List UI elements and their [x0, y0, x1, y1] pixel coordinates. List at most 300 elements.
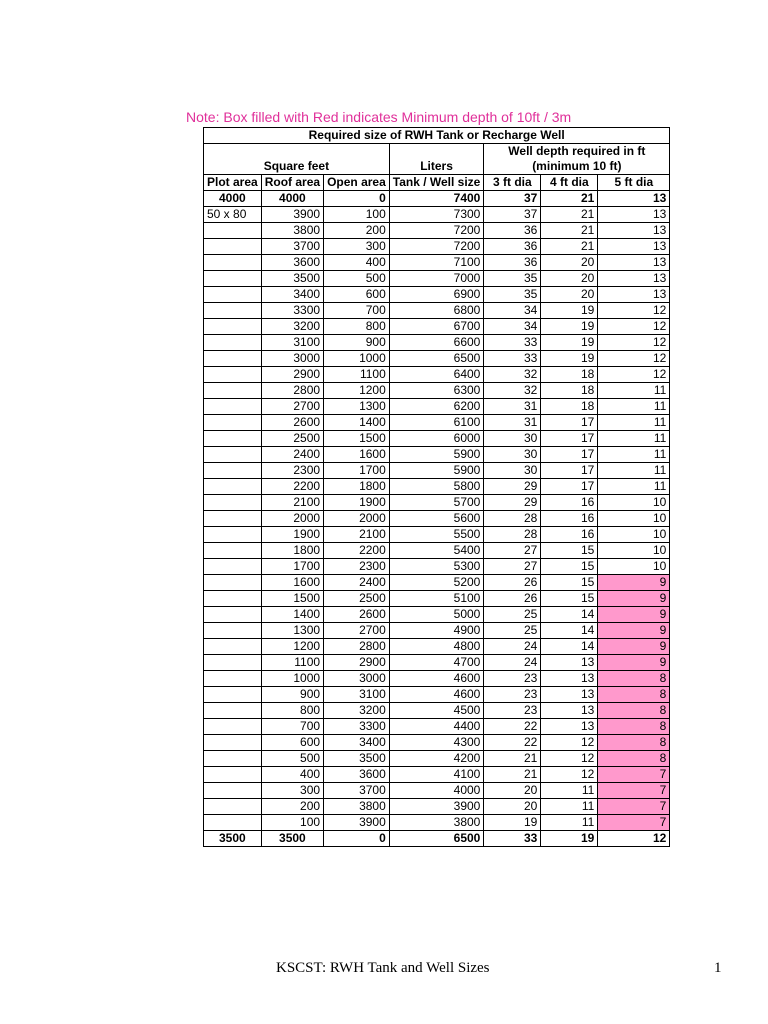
cell-roof-area: 3800: [261, 223, 323, 239]
cell-roof-area: 1900: [261, 527, 323, 543]
cell-roof-area: 3400: [261, 287, 323, 303]
cell-4ft-dia: 17: [541, 447, 598, 463]
cell-plot-area: [204, 335, 262, 351]
cell-4ft-dia: 11: [541, 799, 598, 815]
cell-3ft-dia: 35: [484, 287, 541, 303]
cell-roof-area: 1100: [261, 655, 323, 671]
cell-4ft-dia: 13: [541, 687, 598, 703]
table-row: [204, 751, 670, 767]
note-text: Note: Box filled with Red indicates Minimum depth of 10ft / 3m: [186, 109, 572, 125]
cell-open-area: 100: [324, 207, 390, 223]
table-row: [204, 815, 670, 831]
cell-4ft-dia: 15: [541, 591, 598, 607]
cell-tank-size: 6900: [389, 287, 484, 303]
cell-3ft-dia: 34: [484, 319, 541, 335]
cell-3ft-dia: 32: [484, 367, 541, 383]
cell-4ft-dia: 20: [541, 271, 598, 287]
table-row: [204, 527, 670, 543]
cell-open-area: 2600: [324, 607, 390, 623]
cell-tank-size: 6300: [389, 383, 484, 399]
cell-open-area: 2800: [324, 639, 390, 655]
cell-plot-area: [204, 223, 262, 239]
cell-tank-size: 4800: [389, 639, 484, 655]
cell-tank-size: 6700: [389, 319, 484, 335]
cell-3ft-dia: 31: [484, 399, 541, 415]
table-row: [204, 671, 670, 687]
cell-open-area: 1900: [324, 495, 390, 511]
cell-plot-area: [204, 319, 262, 335]
table-row: [204, 783, 670, 799]
cell-tank-size: 7200: [389, 223, 484, 239]
cell-tank-size: 5700: [389, 495, 484, 511]
cell-3ft-dia: 36: [484, 255, 541, 271]
cell-plot-area: [204, 271, 262, 287]
table-title: Required size of RWH Tank or Recharge Well: [204, 128, 670, 144]
table-row: [204, 719, 670, 735]
cell-tank-size: 6600: [389, 335, 484, 351]
cell-roof-area: 2100: [261, 495, 323, 511]
table-row: [204, 207, 670, 223]
cell-plot-area: [204, 255, 262, 271]
cell-open-area: 2700: [324, 623, 390, 639]
table-row: [204, 335, 670, 351]
cell-4ft-dia: 17: [541, 415, 598, 431]
cell-open-area: 3100: [324, 687, 390, 703]
cell-5ft-dia: 8: [598, 719, 670, 735]
cell-plot-area: [204, 239, 262, 255]
cell-roof-area: 3100: [261, 335, 323, 351]
cell-open-area: 1600: [324, 447, 390, 463]
cell-5ft-dia: 12: [598, 335, 670, 351]
cell-3ft-dia: 32: [484, 383, 541, 399]
col-header-open-area: Open area: [324, 175, 390, 191]
cell-roof-area: 3900: [261, 207, 323, 223]
cell-open-area: 800: [324, 319, 390, 335]
cell-3ft-dia: 30: [484, 447, 541, 463]
cell-4ft-dia: 13: [541, 719, 598, 735]
cell-5ft-dia: 8: [598, 671, 670, 687]
cell-plot-area: [204, 671, 262, 687]
cell-roof-area: 1600: [261, 575, 323, 591]
cell-5ft-dia: 9: [598, 575, 670, 591]
cell-tank-size: 5600: [389, 511, 484, 527]
cell-plot-area: [204, 367, 262, 383]
cell-5ft-dia: 9: [598, 655, 670, 671]
cell-roof-area: 3200: [261, 319, 323, 335]
cell-plot-area: [204, 815, 262, 831]
cell-4ft-dia: 12: [541, 751, 598, 767]
cell-open-area: 700: [324, 303, 390, 319]
table-row: [204, 271, 670, 287]
cell-roof-area: 2000: [261, 511, 323, 527]
cell-3ft-dia: 33: [484, 335, 541, 351]
cell-3ft-dia: 37: [484, 191, 541, 207]
cell-tank-size: 4900: [389, 623, 484, 639]
cell-4ft-dia: 15: [541, 559, 598, 575]
cell-tank-size: 4000: [389, 783, 484, 799]
table-row: [204, 479, 670, 495]
cell-plot-area: [204, 383, 262, 399]
table-row: [204, 367, 670, 383]
cell-4ft-dia: 21: [541, 239, 598, 255]
table-row: [204, 575, 670, 591]
cell-roof-area: 2200: [261, 479, 323, 495]
table-row: [204, 239, 670, 255]
cell-open-area: 2300: [324, 559, 390, 575]
cell-open-area: 3800: [324, 799, 390, 815]
cell-tank-size: 6100: [389, 415, 484, 431]
cell-5ft-dia: 7: [598, 815, 670, 831]
cell-tank-size: 5900: [389, 463, 484, 479]
cell-roof-area: 4000: [261, 191, 323, 207]
page-number: 1: [714, 960, 722, 976]
cell-3ft-dia: 20: [484, 783, 541, 799]
cell-5ft-dia: 8: [598, 751, 670, 767]
cell-plot-area: [204, 719, 262, 735]
table-row: [204, 799, 670, 815]
cell-5ft-dia: 12: [598, 367, 670, 383]
cell-4ft-dia: 12: [541, 767, 598, 783]
cell-4ft-dia: 13: [541, 671, 598, 687]
cell-5ft-dia: 13: [598, 271, 670, 287]
cell-5ft-dia: 11: [598, 383, 670, 399]
cell-5ft-dia: 10: [598, 495, 670, 511]
cell-tank-size: 7400: [389, 191, 484, 207]
cell-open-area: 2100: [324, 527, 390, 543]
cell-4ft-dia: 21: [541, 191, 598, 207]
cell-roof-area: 1300: [261, 623, 323, 639]
cell-open-area: 1500: [324, 431, 390, 447]
table-row: [204, 303, 670, 319]
cell-plot-area: [204, 767, 262, 783]
cell-tank-size: 5100: [389, 591, 484, 607]
cell-tank-size: 5000: [389, 607, 484, 623]
cell-4ft-dia: 19: [541, 335, 598, 351]
cell-tank-size: 6500: [389, 351, 484, 367]
cell-5ft-dia: 8: [598, 703, 670, 719]
cell-roof-area: 400: [261, 767, 323, 783]
cell-open-area: 400: [324, 255, 390, 271]
cell-open-area: 1800: [324, 479, 390, 495]
cell-roof-area: 2500: [261, 431, 323, 447]
cell-5ft-dia: 12: [598, 303, 670, 319]
cell-plot-area: [204, 447, 262, 463]
table-row: [204, 591, 670, 607]
cell-4ft-dia: 11: [541, 783, 598, 799]
cell-4ft-dia: 17: [541, 463, 598, 479]
cell-plot-area: 3500: [204, 831, 262, 847]
cell-open-area: 1300: [324, 399, 390, 415]
cell-roof-area: 1800: [261, 543, 323, 559]
cell-3ft-dia: 25: [484, 623, 541, 639]
cell-tank-size: 5800: [389, 479, 484, 495]
cell-4ft-dia: 16: [541, 495, 598, 511]
cell-tank-size: 4400: [389, 719, 484, 735]
cell-3ft-dia: 28: [484, 527, 541, 543]
cell-roof-area: 3300: [261, 303, 323, 319]
cell-roof-area: 2400: [261, 447, 323, 463]
cell-roof-area: 2600: [261, 415, 323, 431]
cell-tank-size: 6500: [389, 831, 484, 847]
cell-5ft-dia: 13: [598, 207, 670, 223]
cell-tank-size: 7000: [389, 271, 484, 287]
cell-plot-area: [204, 495, 262, 511]
cell-open-area: 200: [324, 223, 390, 239]
cell-4ft-dia: 19: [541, 303, 598, 319]
cell-4ft-dia: 18: [541, 367, 598, 383]
cell-open-area: 0: [324, 831, 390, 847]
cell-tank-size: 6200: [389, 399, 484, 415]
table-row: [204, 703, 670, 719]
cell-4ft-dia: 14: [541, 623, 598, 639]
cell-open-area: 1100: [324, 367, 390, 383]
cell-open-area: 2900: [324, 655, 390, 671]
cell-3ft-dia: 31: [484, 415, 541, 431]
cell-3ft-dia: 23: [484, 671, 541, 687]
cell-5ft-dia: 10: [598, 527, 670, 543]
cell-3ft-dia: 36: [484, 223, 541, 239]
cell-roof-area: 3000: [261, 351, 323, 367]
cell-4ft-dia: 20: [541, 287, 598, 303]
cell-open-area: 2200: [324, 543, 390, 559]
cell-open-area: 2000: [324, 511, 390, 527]
cell-4ft-dia: 15: [541, 575, 598, 591]
col-header-tank-well-size: Tank / Well size: [389, 175, 484, 191]
cell-tank-size: 5900: [389, 447, 484, 463]
cell-roof-area: 1700: [261, 559, 323, 575]
table-row: [204, 687, 670, 703]
cell-4ft-dia: 20: [541, 255, 598, 271]
table-row: [204, 431, 670, 447]
cell-roof-area: 300: [261, 783, 323, 799]
cell-3ft-dia: 37: [484, 207, 541, 223]
footer-title: KSCST: RWH Tank and Well Sizes: [276, 960, 490, 976]
table-row: [204, 399, 670, 415]
cell-4ft-dia: 18: [541, 399, 598, 415]
table-row: [204, 623, 670, 639]
cell-plot-area: [204, 687, 262, 703]
cell-3ft-dia: 26: [484, 575, 541, 591]
cell-roof-area: 3700: [261, 239, 323, 255]
cell-3ft-dia: 24: [484, 639, 541, 655]
cell-4ft-dia: 16: [541, 511, 598, 527]
cell-tank-size: 7100: [389, 255, 484, 271]
cell-4ft-dia: 13: [541, 655, 598, 671]
group-header-liters: Liters: [389, 144, 484, 175]
cell-roof-area: 2800: [261, 383, 323, 399]
cell-roof-area: 100: [261, 815, 323, 831]
cell-tank-size: 4200: [389, 751, 484, 767]
cell-4ft-dia: 11: [541, 815, 598, 831]
cell-5ft-dia: 10: [598, 511, 670, 527]
cell-plot-area: [204, 799, 262, 815]
cell-5ft-dia: 10: [598, 543, 670, 559]
cell-5ft-dia: 13: [598, 287, 670, 303]
cell-tank-size: 5200: [389, 575, 484, 591]
cell-roof-area: 1200: [261, 639, 323, 655]
table-row-last: [204, 831, 670, 847]
cell-3ft-dia: 22: [484, 719, 541, 735]
cell-open-area: 3900: [324, 815, 390, 831]
cell-open-area: 500: [324, 271, 390, 287]
cell-plot-area: [204, 703, 262, 719]
cell-5ft-dia: 7: [598, 767, 670, 783]
cell-3ft-dia: 26: [484, 591, 541, 607]
cell-open-area: 1200: [324, 383, 390, 399]
cell-3ft-dia: 33: [484, 831, 541, 847]
rwh-size-table: [203, 127, 670, 847]
cell-plot-area: [204, 399, 262, 415]
cell-5ft-dia: 13: [598, 223, 670, 239]
table-row: [204, 351, 670, 367]
cell-5ft-dia: 12: [598, 319, 670, 335]
cell-tank-size: 4300: [389, 735, 484, 751]
table-row: [204, 447, 670, 463]
cell-3ft-dia: 29: [484, 495, 541, 511]
cell-tank-size: 5400: [389, 543, 484, 559]
cell-5ft-dia: 8: [598, 687, 670, 703]
cell-plot-area: [204, 303, 262, 319]
cell-3ft-dia: 19: [484, 815, 541, 831]
cell-3ft-dia: 21: [484, 767, 541, 783]
cell-roof-area: 2900: [261, 367, 323, 383]
cell-plot-area: [204, 751, 262, 767]
table-row: [204, 559, 670, 575]
cell-roof-area: 3600: [261, 255, 323, 271]
cell-tank-size: 7200: [389, 239, 484, 255]
col-header-5ft-dia: 5 ft dia: [598, 175, 670, 191]
cell-roof-area: 1500: [261, 591, 323, 607]
cell-plot-area: [204, 527, 262, 543]
cell-4ft-dia: 21: [541, 223, 598, 239]
cell-4ft-dia: 14: [541, 607, 598, 623]
cell-3ft-dia: 24: [484, 655, 541, 671]
cell-tank-size: 6400: [389, 367, 484, 383]
cell-plot-area: [204, 607, 262, 623]
table-row: [204, 543, 670, 559]
cell-plot-area: [204, 415, 262, 431]
cell-tank-size: 4700: [389, 655, 484, 671]
cell-open-area: 3000: [324, 671, 390, 687]
cell-plot-area: 4000: [204, 191, 262, 207]
cell-5ft-dia: 7: [598, 799, 670, 815]
cell-4ft-dia: 15: [541, 543, 598, 559]
cell-5ft-dia: 12: [598, 831, 670, 847]
table-row: [204, 223, 670, 239]
table-row: [204, 655, 670, 671]
cell-5ft-dia: 9: [598, 623, 670, 639]
cell-tank-size: 5500: [389, 527, 484, 543]
cell-tank-size: 4600: [389, 671, 484, 687]
col-header-4ft-dia: 4 ft dia: [541, 175, 598, 191]
cell-tank-size: 5300: [389, 559, 484, 575]
cell-tank-size: 4600: [389, 687, 484, 703]
cell-5ft-dia: 10: [598, 559, 670, 575]
cell-open-area: 1700: [324, 463, 390, 479]
cell-roof-area: 200: [261, 799, 323, 815]
cell-4ft-dia: 19: [541, 351, 598, 367]
cell-plot-area: [204, 559, 262, 575]
cell-open-area: 900: [324, 335, 390, 351]
cell-5ft-dia: 11: [598, 447, 670, 463]
cell-5ft-dia: 11: [598, 463, 670, 479]
cell-5ft-dia: 11: [598, 479, 670, 495]
group-header-square-feet: Square feet: [204, 144, 390, 175]
cell-open-area: 2500: [324, 591, 390, 607]
table-row: [204, 415, 670, 431]
col-header-plot-area: Plot area: [204, 175, 262, 191]
cell-3ft-dia: 21: [484, 751, 541, 767]
cell-5ft-dia: 13: [598, 255, 670, 271]
cell-plot-area: [204, 287, 262, 303]
cell-3ft-dia: 33: [484, 351, 541, 367]
cell-tank-size: 7300: [389, 207, 484, 223]
cell-3ft-dia: 23: [484, 703, 541, 719]
cell-plot-area: [204, 639, 262, 655]
cell-3ft-dia: 23: [484, 687, 541, 703]
table-row: [204, 607, 670, 623]
cell-plot-area: [204, 351, 262, 367]
cell-plot-area: [204, 463, 262, 479]
cell-roof-area: 3500: [261, 271, 323, 287]
group-header-well-depth: Well depth required in ft (minimum 10 ft): [484, 144, 670, 175]
cell-plot-area: [204, 655, 262, 671]
table-row: [204, 255, 670, 271]
cell-5ft-dia: 8: [598, 735, 670, 751]
cell-tank-size: 3800: [389, 815, 484, 831]
cell-3ft-dia: 29: [484, 479, 541, 495]
table-row: [204, 287, 670, 303]
cell-roof-area: 600: [261, 735, 323, 751]
cell-3ft-dia: 30: [484, 431, 541, 447]
cell-open-area: 3400: [324, 735, 390, 751]
table-row: [204, 383, 670, 399]
table-row-first: [204, 191, 670, 207]
cell-4ft-dia: 17: [541, 479, 598, 495]
cell-3ft-dia: 35: [484, 271, 541, 287]
cell-3ft-dia: 25: [484, 607, 541, 623]
cell-plot-area: [204, 591, 262, 607]
cell-plot-area: [204, 543, 262, 559]
cell-5ft-dia: 7: [598, 783, 670, 799]
cell-3ft-dia: 36: [484, 239, 541, 255]
cell-open-area: 3500: [324, 751, 390, 767]
cell-plot-area: [204, 575, 262, 591]
cell-tank-size: 3900: [389, 799, 484, 815]
cell-5ft-dia: 11: [598, 415, 670, 431]
cell-plot-area: [204, 511, 262, 527]
cell-3ft-dia: 27: [484, 559, 541, 575]
cell-open-area: 3600: [324, 767, 390, 783]
cell-5ft-dia: 13: [598, 191, 670, 207]
cell-3ft-dia: 20: [484, 799, 541, 815]
cell-plot-area: 50 x 80: [204, 207, 262, 223]
cell-3ft-dia: 27: [484, 543, 541, 559]
cell-open-area: 1400: [324, 415, 390, 431]
cell-5ft-dia: 12: [598, 351, 670, 367]
cell-open-area: 3700: [324, 783, 390, 799]
cell-4ft-dia: 21: [541, 207, 598, 223]
cell-open-area: 2400: [324, 575, 390, 591]
cell-5ft-dia: 11: [598, 431, 670, 447]
cell-tank-size: 6800: [389, 303, 484, 319]
table-row: [204, 319, 670, 335]
cell-roof-area: 700: [261, 719, 323, 735]
cell-roof-area: 3500: [261, 831, 323, 847]
cell-open-area: 3200: [324, 703, 390, 719]
cell-3ft-dia: 34: [484, 303, 541, 319]
cell-tank-size: 6000: [389, 431, 484, 447]
